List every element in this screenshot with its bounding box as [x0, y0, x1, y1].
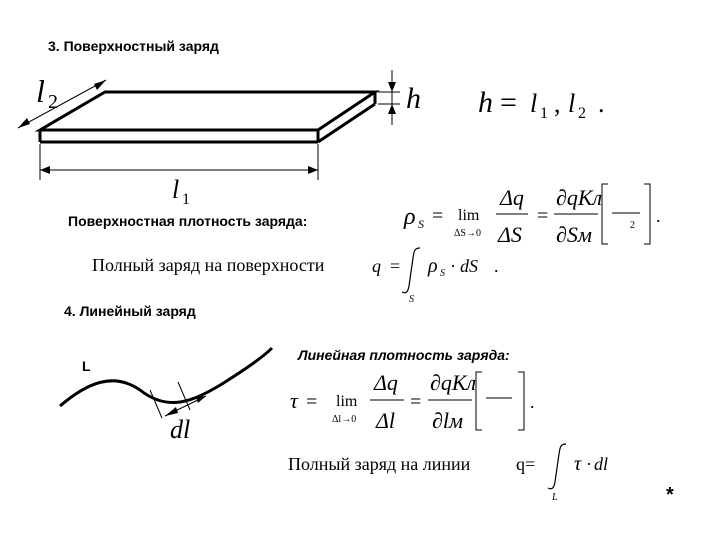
linear-density-label: Линейная плотность заряда:	[298, 347, 510, 363]
density-num: Δq	[500, 185, 524, 210]
section3-heading: 3. Поверхностный заряд	[48, 38, 219, 54]
l2-label: l	[36, 73, 45, 109]
linear-den: Δl	[376, 408, 396, 433]
linear-dnum: ∂qКл	[430, 370, 477, 395]
density-eq2: =	[537, 205, 549, 227]
relation-l1: l	[530, 89, 538, 118]
density-unit-bracket-left	[602, 184, 608, 244]
rho-symbol: ρ	[404, 204, 416, 230]
relation-l1-sub: 1	[540, 105, 548, 122]
line-total-d: dl	[594, 454, 609, 474]
density-lim: lim	[458, 207, 480, 224]
line-total-prefix: Полный заряд на линии	[288, 454, 471, 474]
surface-total-d: dS	[460, 256, 478, 276]
surface-total-text: Полный заряд на поверхности	[92, 255, 325, 275]
surface-total-end: .	[494, 256, 499, 276]
section4-heading: 4. Линейный заряд	[64, 303, 196, 319]
density-dnum: ∂qКл	[556, 185, 603, 210]
linear-num: Δq	[374, 370, 398, 395]
footer-star: *	[666, 484, 674, 506]
density-eq1: =	[432, 205, 444, 227]
h-label: h	[406, 82, 421, 115]
line-total-tau: τ	[574, 453, 582, 475]
density-end: .	[656, 206, 661, 226]
linear-unit-bracket-right	[518, 372, 524, 430]
l1-subscript: 1	[182, 191, 190, 208]
l2-arrow-end	[94, 80, 106, 90]
density-unit-bracket-right	[644, 184, 650, 244]
relation-eq: =	[500, 86, 517, 119]
line-total-dot: ·	[586, 454, 592, 474]
line-integral-lower: L	[552, 492, 558, 503]
linear-dden: ∂lм	[432, 408, 464, 433]
dl-label: dl	[170, 415, 191, 444]
density-den: ΔS	[498, 222, 522, 247]
l2-arrow-start	[18, 118, 30, 128]
linear-end: .	[530, 392, 535, 412]
line-integral-sign	[548, 444, 566, 489]
l2-subscript: 2	[48, 91, 58, 113]
linear-lim: lim	[336, 393, 358, 410]
relation-l2-sub: 2	[578, 105, 586, 122]
h-arrow-top	[388, 82, 396, 92]
l1-arrow-left	[40, 166, 50, 174]
l1-arrow-right	[308, 166, 318, 174]
surface-total-rho-sub: S	[440, 268, 445, 279]
surface-integral-sign	[402, 248, 420, 293]
surface-total-q: q	[372, 256, 381, 276]
linear-lim-sub: Δl→0	[332, 414, 357, 425]
density-dden: ∂Sм	[556, 222, 592, 247]
linear-eq1: =	[306, 391, 318, 413]
dl-tick-right	[178, 382, 190, 410]
dl-tick-left	[150, 390, 162, 418]
relation-comma: ,	[554, 89, 561, 118]
l2-dimension-line	[18, 80, 106, 128]
rho-subscript: S	[418, 217, 424, 231]
curve-label: L	[82, 358, 91, 374]
density-unit-exp: 2	[630, 220, 635, 231]
surface-integral-lower: S	[409, 294, 414, 305]
density-lim-sub: ΔS→0	[454, 228, 481, 239]
surface-total-rho: ρ	[428, 255, 438, 277]
relation-h: h	[478, 86, 493, 119]
surface-density-label: Поверхностная плотность заряда:	[68, 213, 308, 229]
surface-total-eq: =	[390, 256, 401, 276]
l1-label: l	[172, 175, 180, 204]
relation-l2: l	[568, 89, 576, 118]
linear-eq2: =	[410, 391, 422, 413]
h-arrow-bottom	[388, 104, 396, 114]
line-total-q: q=	[516, 454, 536, 474]
relation-end: .	[598, 89, 605, 118]
linear-unit-bracket-left	[476, 372, 482, 430]
tau-symbol: τ	[290, 388, 298, 413]
plate-top-face	[40, 92, 375, 130]
surface-total-dot: ·	[450, 256, 456, 276]
dl-arrow-right	[196, 396, 206, 403]
line-charge-curve	[60, 348, 272, 406]
